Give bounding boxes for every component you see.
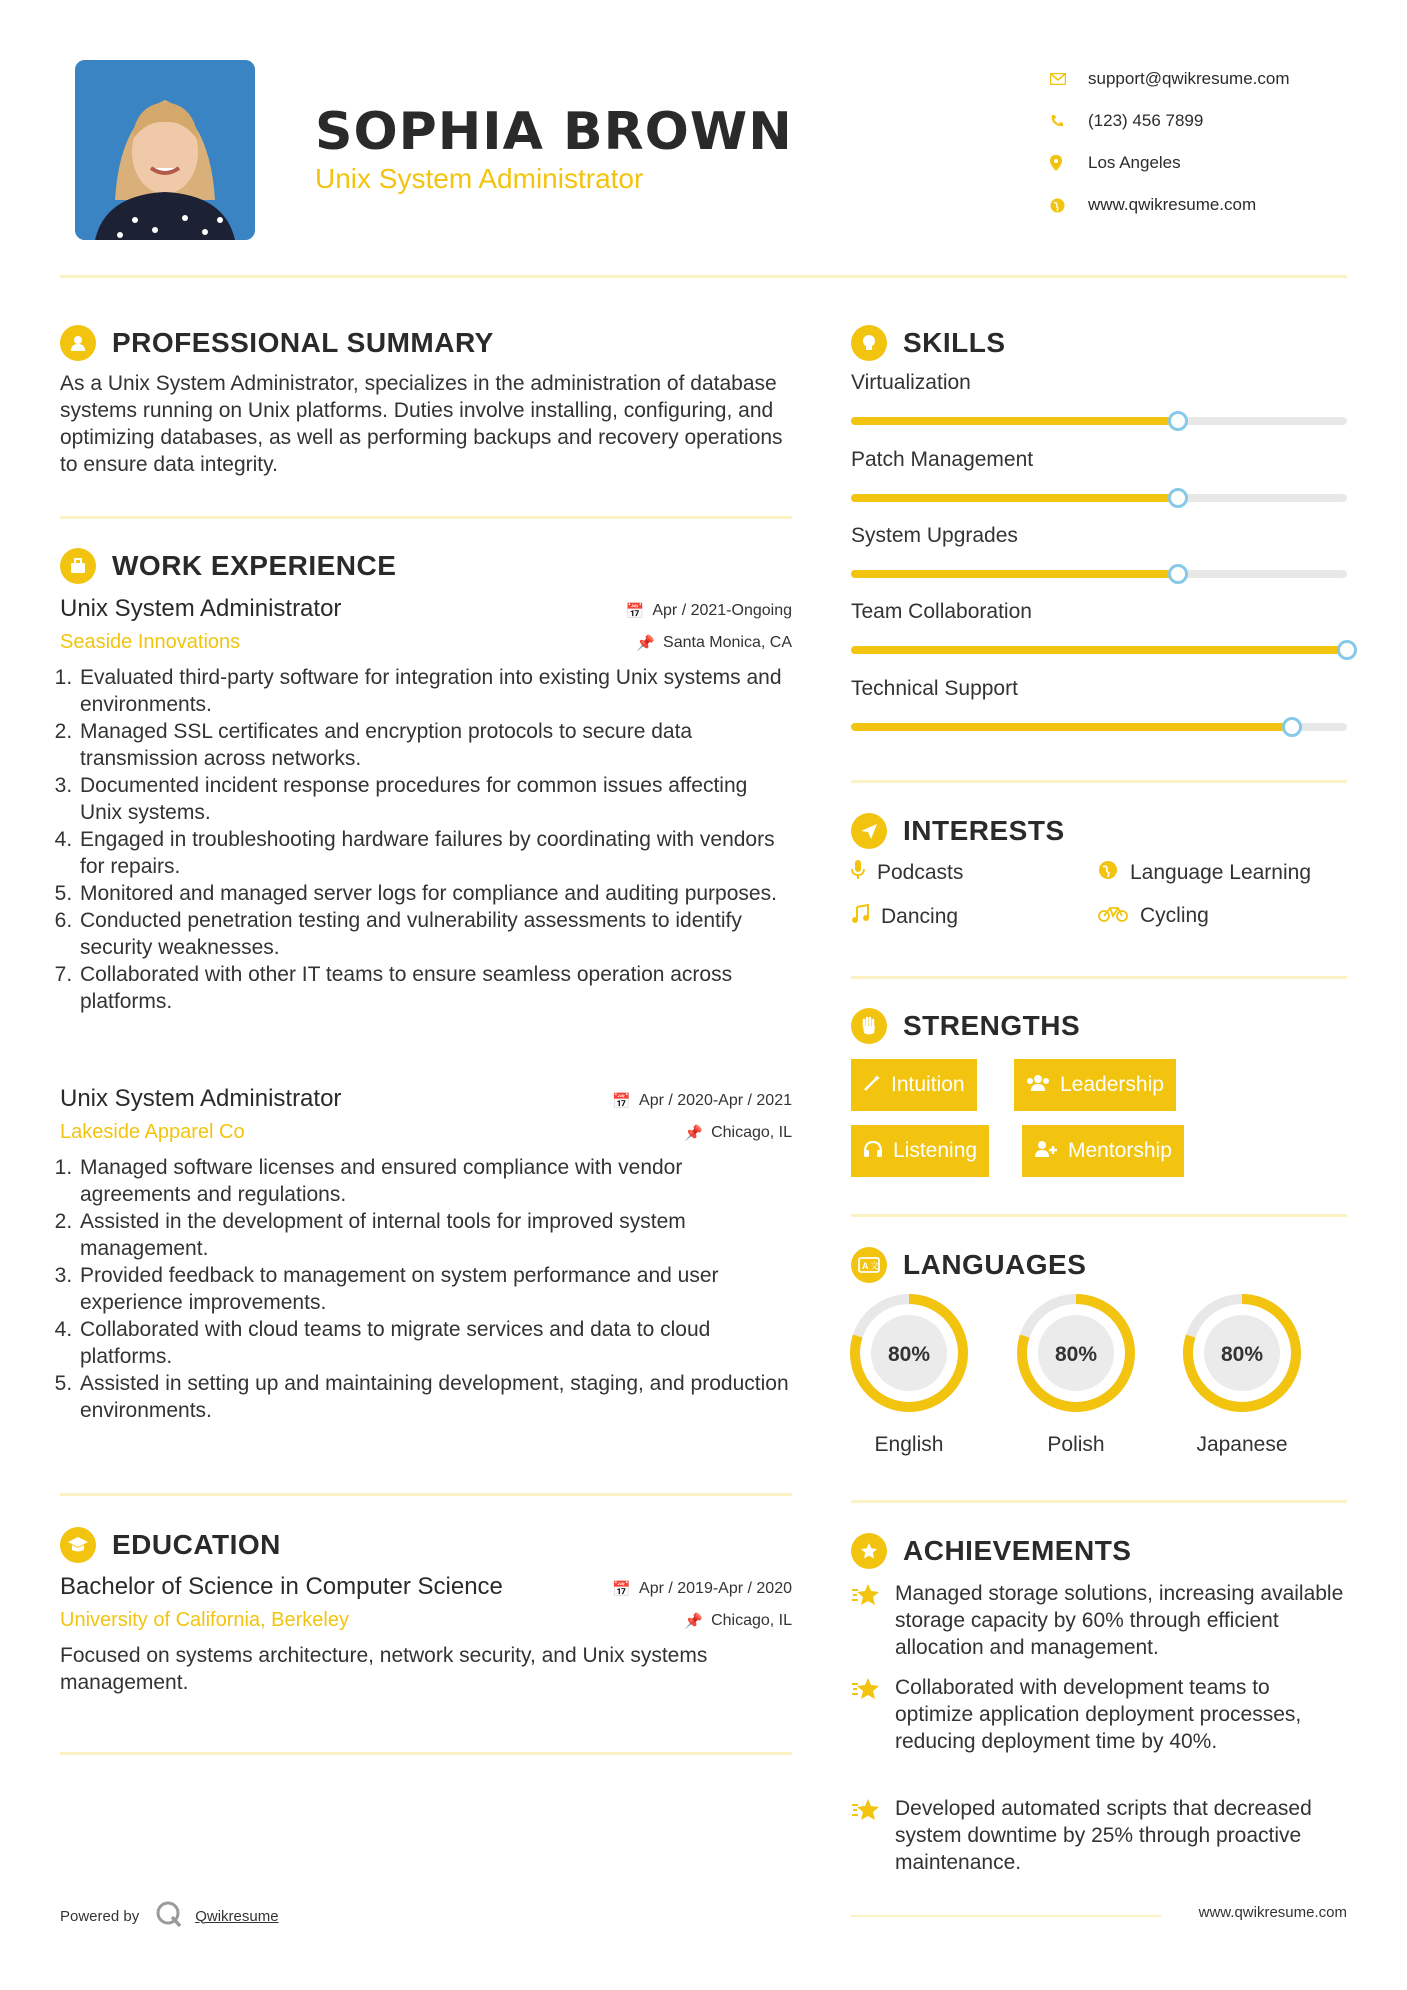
skill-item	[851, 371, 1347, 425]
skill-bar	[851, 570, 1347, 578]
language-icon	[851, 1247, 887, 1283]
strength-tag: Mentorship	[1022, 1125, 1184, 1177]
interests-divider	[851, 976, 1347, 979]
job-entry-1	[60, 595, 792, 1015]
footer-website[interactable]: www.qwikresume.com	[1198, 1904, 1347, 1921]
strength-tag: Leadership	[1014, 1059, 1176, 1111]
skill-name: Virtualization	[851, 371, 971, 394]
envelope-icon	[1050, 73, 1088, 85]
language-ring	[1015, 1292, 1137, 1414]
pushpin-icon: 📌	[636, 635, 656, 652]
magic-wand-icon	[863, 1074, 881, 1097]
contact-website[interactable]: www.qwikresume.com	[1050, 184, 1290, 226]
skill-item	[851, 524, 1347, 578]
job-location: Santa Monica, CA	[663, 634, 792, 651]
calendar-icon: 📅	[625, 603, 645, 620]
achievement-item: Collaborated with development teams to optimize application deployment processes, reducing deployment time by 40%.	[851, 1674, 1347, 1755]
language-name: Polish	[1047, 1433, 1105, 1456]
skill-name: Patch Management	[851, 448, 1034, 471]
skill-level-knob	[1168, 564, 1188, 584]
degree-title: Bachelor of Science in Computer Science	[60, 1573, 503, 1600]
education-date: Apr / 2019-Apr / 2020	[639, 1580, 792, 1597]
experience-heading: WORK EXPERIENCE	[60, 548, 396, 584]
skill-item	[851, 448, 1347, 502]
interest-item: Language Learning	[1098, 860, 1311, 886]
qwikresume-link[interactable]: Qwikresume	[195, 1907, 279, 1925]
phone-icon	[1050, 114, 1088, 128]
achievement-item: Managed storage solutions, increasing available storage capacity by 60% through efficient allocation and management.	[851, 1580, 1347, 1661]
list-item: 4. Collaborated with cloud teams to migrate services and data to cloud platforms.	[78, 1316, 792, 1370]
language-item	[848, 1292, 970, 1457]
language-percent: 80%	[887, 1343, 931, 1366]
education-description: Focused on systems architecture, network security, and Unix systems management.	[60, 1644, 708, 1694]
headphones-icon	[863, 1140, 883, 1163]
job-company: Lakeside Apparel Co	[60, 1121, 245, 1143]
calendar-icon: 📅	[612, 1581, 632, 1598]
skill-item	[851, 677, 1347, 731]
achievements-heading: ACHIEVEMENTS	[851, 1533, 1131, 1569]
list-item: 5. Assisted in setting up and maintaining development, staging, and production environments.	[78, 1370, 792, 1424]
school-name: University of California, Berkeley	[60, 1609, 349, 1631]
job-title: Unix System Administrator	[60, 595, 342, 622]
job-bullets	[60, 1154, 792, 1424]
list-item: 1. Managed software licenses and ensured compliance with vendor agreements and regulations.	[78, 1154, 792, 1208]
job-date: Apr / 2020-Apr / 2021	[639, 1092, 792, 1109]
map-pin-icon	[1050, 155, 1088, 171]
star-icon	[851, 1582, 895, 1661]
skill-bar	[851, 723, 1347, 731]
job-bullets	[60, 664, 792, 1015]
job-date: Apr / 2021-Ongoing	[652, 602, 792, 619]
list-item: 1. Evaluated third-party software for integration into existing Unix systems and environments.	[78, 664, 792, 718]
language-name: Japanese	[1196, 1433, 1288, 1456]
language-item	[1181, 1292, 1303, 1457]
education-entry	[60, 1573, 792, 1696]
language-ring	[848, 1292, 970, 1414]
interest-item: Dancing	[851, 904, 958, 930]
calendar-icon: 📅	[612, 1093, 632, 1110]
star-badge-icon	[851, 1533, 887, 1569]
pushpin-icon: 📌	[684, 1613, 704, 1630]
svg-text:A: A	[862, 1261, 869, 1271]
skill-level-knob	[1168, 411, 1188, 431]
briefcase-icon	[60, 548, 96, 584]
strength-tag: Listening	[851, 1125, 989, 1177]
summary-text: As a Unix System Administrator, specializes in the administration of database systems running on Unix platforms. Duties involve installing, configuring, and optimizing databases, as well as performing backups and recovery operations to ensure data integrity.	[60, 372, 783, 476]
interest-item: Podcasts	[851, 860, 963, 886]
skills-heading: SKILLS	[851, 325, 1006, 361]
list-item: 2. Assisted in the development of internal tools for improved system management.	[78, 1208, 792, 1262]
contact-email[interactable]: support@qwikresume.com	[1050, 58, 1290, 100]
language-name: English	[874, 1433, 944, 1456]
list-item: 6. Conducted penetration testing and vulnerability assessments to identify security weaknesses.	[78, 907, 792, 961]
job-company: Seaside Innovations	[60, 631, 241, 653]
skill-bar	[851, 494, 1347, 502]
job-meta	[612, 1085, 792, 1149]
list-item: 5. Monitored and managed server logs for compliance and auditing purposes.	[78, 880, 792, 907]
paper-plane-icon	[851, 813, 887, 849]
education-location: Chicago, IL	[711, 1612, 792, 1629]
bicycle-icon	[1098, 904, 1128, 928]
languages-heading: A 文 LANGUAGES	[851, 1247, 1086, 1283]
user-icon	[60, 325, 96, 361]
strengths-heading: STRENGTHS	[851, 1008, 1080, 1044]
footer-divider	[851, 1915, 1161, 1917]
interest-item: Cycling	[1098, 904, 1209, 928]
star-icon	[851, 1797, 895, 1876]
job-entry-2	[60, 1085, 792, 1424]
education-divider	[60, 1752, 792, 1755]
interests-heading: INTERESTS	[851, 813, 1065, 849]
pushpin-icon: 📌	[684, 1125, 704, 1142]
hand-icon	[851, 1008, 887, 1044]
list-item: 3. Documented incident response procedures for common issues affecting Unix systems.	[78, 772, 792, 826]
star-icon	[851, 1676, 895, 1755]
job-location: Chicago, IL	[711, 1124, 792, 1141]
graduation-cap-icon	[60, 1527, 96, 1563]
skill-bar	[851, 646, 1347, 654]
achievement-item: Developed automated scripts that decreased system downtime by 25% through proactive maintenance.	[851, 1795, 1347, 1876]
skill-bar	[851, 417, 1347, 425]
user-plus-icon	[1034, 1140, 1058, 1163]
strengths-divider	[851, 1214, 1347, 1217]
skills-divider	[851, 780, 1347, 783]
language-item	[1015, 1292, 1137, 1457]
strength-tag: Intuition	[851, 1059, 977, 1111]
qwikresume-logo-icon	[155, 1900, 183, 1932]
job-meta	[626, 595, 792, 659]
summary-divider	[60, 516, 792, 519]
summary-heading: PROFESSIONAL SUMMARY	[60, 325, 494, 361]
languages-divider	[851, 1500, 1347, 1503]
language-percent: 80%	[1220, 1343, 1264, 1366]
skill-item	[851, 600, 1347, 654]
experience-divider	[60, 1493, 792, 1496]
list-item: 2. Managed SSL certificates and encryption protocols to secure data transmission across networks.	[78, 718, 792, 772]
list-item: 3. Provided feedback to management on system performance and user experience improvements.	[78, 1262, 792, 1316]
list-item: 4. Engaged in troubleshooting hardware failures by coordinating with vendors for repairs.	[78, 826, 792, 880]
education-heading: EDUCATION	[60, 1527, 281, 1563]
powered-by: Powered by Qwikresume	[60, 1900, 279, 1932]
microphone-icon	[851, 860, 865, 886]
svg-text:文: 文	[870, 1261, 880, 1271]
header-divider	[60, 275, 1347, 278]
skill-name: Team Collaboration	[851, 600, 1032, 623]
language-percent: 80%	[1054, 1343, 1098, 1366]
job-title: Unix System Administrator	[60, 1085, 342, 1112]
music-note-icon	[851, 904, 869, 930]
skill-level-knob	[1337, 640, 1357, 660]
users-icon	[1026, 1074, 1050, 1097]
education-meta	[612, 1573, 792, 1637]
skill-name: Technical Support	[851, 677, 1018, 700]
profile-photo	[75, 60, 255, 240]
skill-level-knob	[1168, 488, 1188, 508]
language-ring	[1181, 1292, 1303, 1414]
globe-icon	[1050, 198, 1088, 213]
contact-phone[interactable]: (123) 456 7899	[1050, 100, 1290, 142]
lightbulb-icon	[851, 325, 887, 361]
candidate-role: Unix System Administrator	[315, 163, 644, 194]
candidate-name: SOPHIA BROWN	[315, 102, 793, 162]
contact-list	[1050, 58, 1290, 226]
skill-name: System Upgrades	[851, 524, 1018, 547]
list-item: 7. Collaborated with other IT teams to ensure seamless operation across platforms.	[78, 961, 792, 1015]
skill-level-knob	[1282, 717, 1302, 737]
globe-icon	[1098, 860, 1118, 886]
contact-location: Los Angeles	[1050, 142, 1290, 184]
